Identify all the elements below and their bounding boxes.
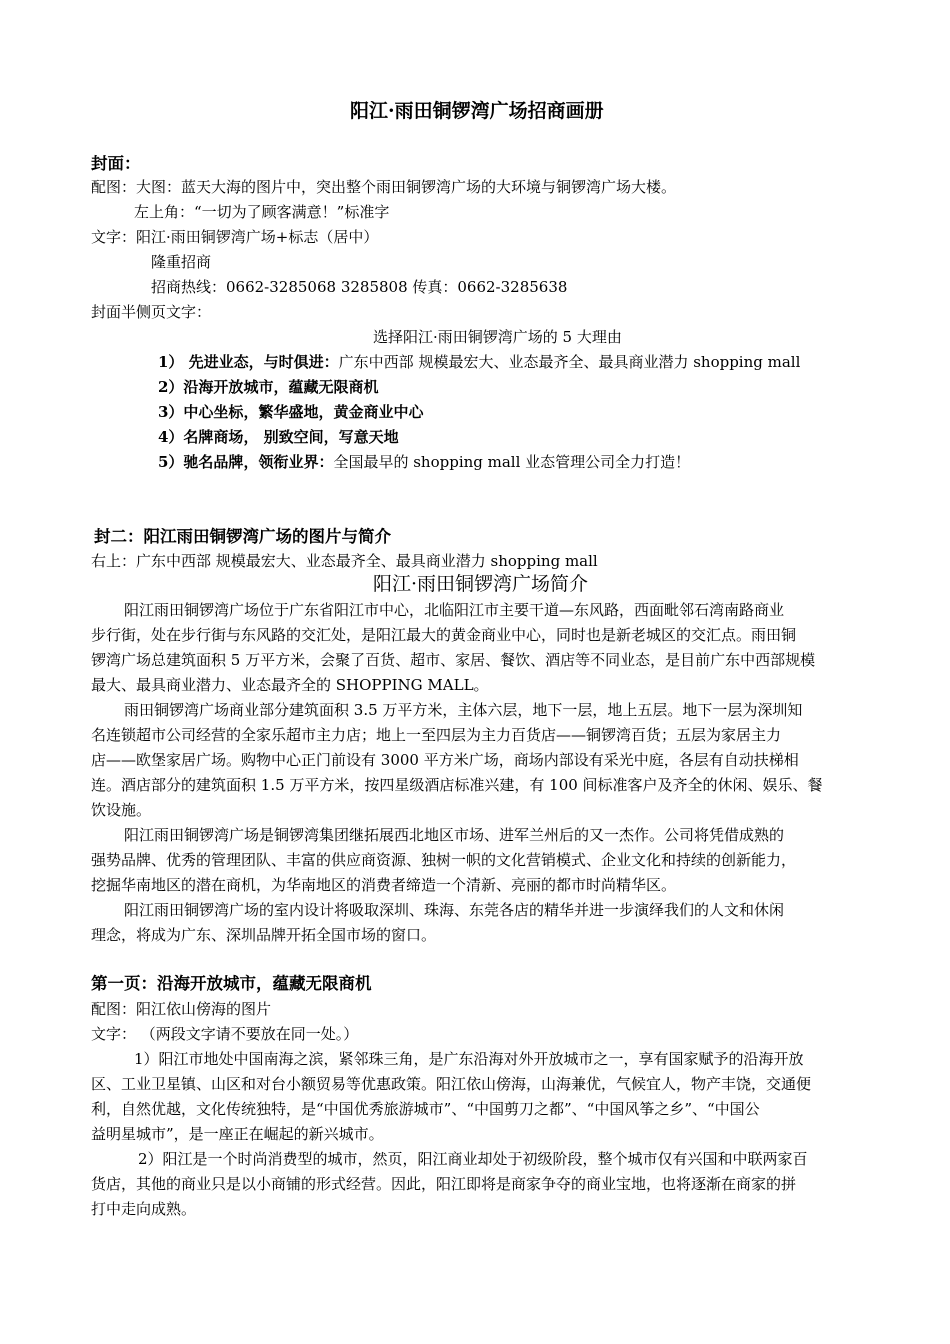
- cover-grand-opening: 隆重招商: [151, 253, 212, 271]
- reason-text: 全国最早的 shopping mall 业态管理公司全力打造！: [333, 453, 691, 471]
- intro-line: 锣湾广场总建筑面积 5 万平方米，会聚了百货、超市、家居、餐饮、酒店等不同业态，是目前广东中西部规模: [91, 651, 816, 669]
- intro-line: 最大、最具商业潜力、业态最齐全的 SHOPPING MALL。: [91, 676, 489, 694]
- intro-line: 阳江雨田铜锣湾广场是铜锣湾集团继拓展西北地区市场、进军兰州后的又一杰作。公司将凭借成熟的: [124, 826, 785, 844]
- cover-image-line: 配图：大图：蓝天大海的图片中，突出整个雨田铜锣湾广场的大环境与铜锣湾广场大楼。: [91, 178, 677, 196]
- intro-line: 名连锁超市公司经营的全家乐超市主力店；地上一至四层为主力百货店——铜锣湾百货；五层为家居主力: [91, 726, 782, 744]
- intro-line: 店——欧堡家居广场。购物中心正门前设有 3000 平方米广场，商场内部设有采光中庭，各层有自动扶梯相: [91, 751, 799, 769]
- cover2-heading: 封二：阳江雨田铜锣湾广场的图片与简介: [94, 527, 391, 546]
- reason-item: [158, 352, 800, 372]
- cover-half-page-label: 封面半侧页文字：: [91, 303, 212, 321]
- cover2-top-right: 右上：广东中西部 规模最宏大、业态最齐全、最具商业潜力 shopping mall: [91, 552, 598, 570]
- cover-hotline: 招商热线：0662-3285068 3285808 传真：0662-3285638: [151, 278, 568, 296]
- page1-text-line: 文字： （两段文字请不要放在同一处。）: [91, 1025, 359, 1043]
- reason-label: 4）名牌商场， 别致空间，写意天地: [158, 428, 399, 446]
- reason-label: 2）沿海开放城市，蕴藏无限商机: [158, 378, 379, 396]
- intro-line: 阳江雨田铜锣湾广场的室内设计将吸取深圳、珠海、东莞各店的精华并进一步演绎我们的人文和休闲: [124, 901, 785, 919]
- page1-line: 区、工业卫星镇、山区和对台小额贸易等优惠政策。阳江依山傍海，山海兼优，气候宜人，物产丰饶，交通便: [91, 1075, 812, 1093]
- reason-item: [158, 427, 399, 447]
- page1-line: 利，自然优越，文化传统独特，是“中国优秀旅游城市”、“中国剪刀之都”、“中国风筝之乡”、“中国公: [91, 1100, 760, 1118]
- intro-line: 雨田铜锣湾广场商业部分建筑面积 3.5 万平方米，主体六层，地下一层，地上五层。地下一层为深圳知: [124, 701, 803, 719]
- intro-line: 步行街，处在步行街与东风路的交汇处，是阳江最大的黄金商业中心，同时也是新老城区的交汇点。雨田铜: [91, 626, 797, 644]
- reason-label: 5）驰名品牌，领衔业界：: [158, 453, 334, 471]
- reason-item: [158, 377, 378, 397]
- intro-line: 阳江雨田铜锣湾广场位于广东省阳江市中心，北临阳江市主要干道—东风路，西面毗邻石湾南路商业: [124, 601, 785, 619]
- page1-image-line: 配图：阳江依山傍海的图片: [91, 1000, 272, 1018]
- reason-item: [158, 402, 423, 422]
- intro-line: 挖掘华南地区的潜在商机，为华南地区的消费者缔造一个清新、亮丽的都市时尚精华区。: [91, 876, 677, 894]
- page1-heading: 第一页：沿海开放城市，蕴藏无限商机: [91, 974, 372, 993]
- cover-heading: 封面：: [91, 154, 141, 173]
- page1-line: 货店，其他的商业只是以小商铺的形式经营。因此，阳江即将是商家争夺的商业宝地，也将逐渐在商家的拼: [91, 1175, 797, 1193]
- reasons-title: 选择阳江·雨田铜锣湾广场的 5 大理由: [373, 328, 622, 346]
- intro-title: 阳江·雨田铜锣湾广场简介: [373, 573, 589, 595]
- intro-line: 饮设施。: [91, 801, 152, 819]
- cover-top-left: 左上角：“一切为了顾客满意！”标准字: [134, 203, 390, 221]
- page1-line: 益明星城市”，是一座正在崛起的新兴城市。: [91, 1125, 384, 1143]
- reason-label: 3）中心坐标，繁华盛地，黄金商业中心: [158, 403, 424, 421]
- cover-text-line: 文字：阳江·雨田铜锣湾广场+标志（居中）: [91, 228, 379, 246]
- intro-line: 理念，将成为广东、深圳品牌开拓全国市场的窗口。: [91, 926, 437, 944]
- intro-line: 连。酒店部分的建筑面积 1.5 万平方米，按四星级酒店标准兴建，有 100 间标准客户及齐全的休闲、娱乐、餐: [91, 776, 823, 794]
- page1-line: 2）阳江是一个时尚消费型的城市，然页，阳江商业却处于初级阶段，整个城市仅有兴国和中联两家百: [138, 1150, 808, 1168]
- reason-label: 1） 先进业态，与时俱进：: [158, 353, 339, 371]
- page1-line: 1）阳江市地处中国南海之滨，紧邻珠三角，是广东沿海对外开放城市之一，享有国家赋予的沿海开放: [134, 1050, 804, 1068]
- reason-text: 广东中西部 规模最宏大、业态最齐全、最具商业潜力 shopping mall: [338, 353, 801, 371]
- page1-line: 打中走向成熟。: [91, 1200, 197, 1218]
- intro-line: 强势品牌、优秀的管理团队、丰富的供应商资源、独树一帜的文化营销模式、企业文化和持续的创新能力，: [91, 851, 797, 869]
- reason-item: [158, 452, 690, 472]
- document-title: 阳江·雨田铜锣湾广场招商画册: [350, 100, 604, 122]
